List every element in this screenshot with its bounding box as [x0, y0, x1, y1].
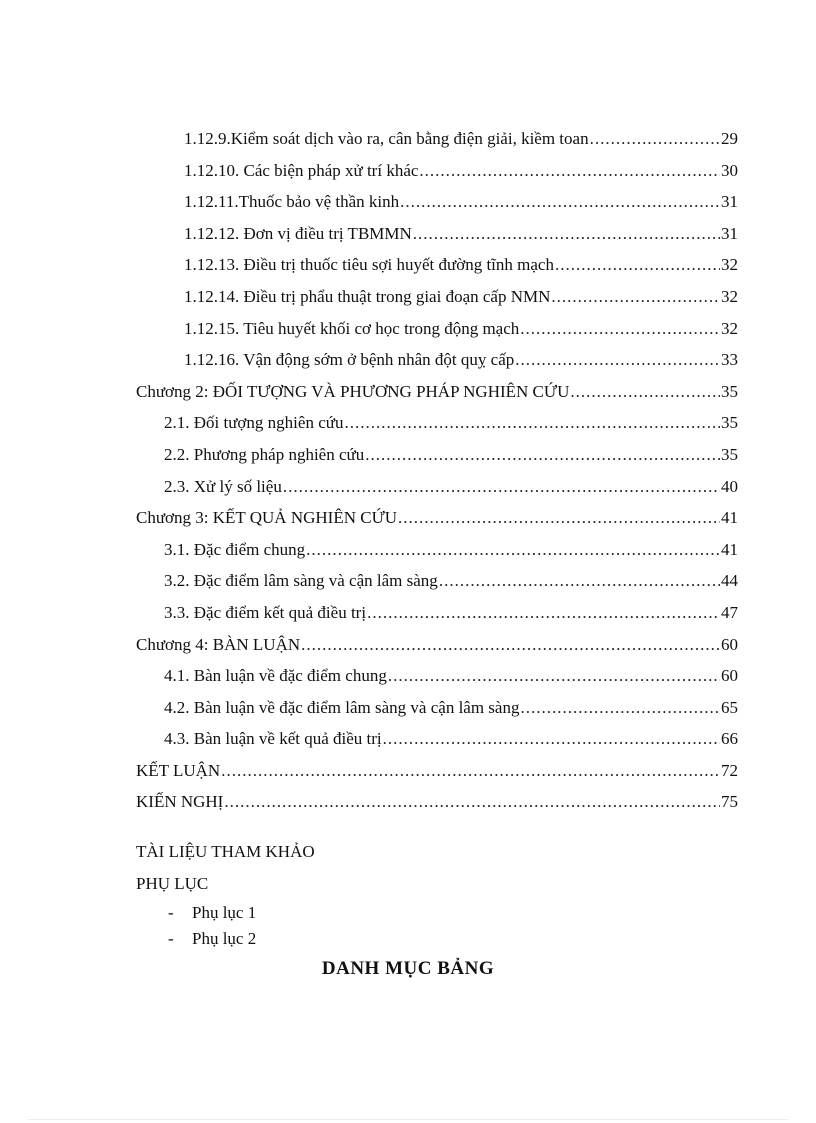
toc-entry-page-number: 35: [721, 444, 738, 464]
dot-leader: [224, 792, 720, 812]
dot-leader: [383, 729, 720, 749]
dot-leader: [283, 477, 720, 497]
list-dash: -: [168, 929, 174, 949]
toc-entry-page-number: 31: [721, 192, 738, 212]
dot-leader: [400, 192, 720, 212]
dot-leader: [551, 287, 720, 307]
toc-entry-page-number: 33: [721, 350, 738, 370]
dot-leader: [306, 540, 720, 560]
toc-entry: [136, 192, 738, 224]
dot-leader: [365, 445, 720, 465]
toc-entry-page-number: 60: [721, 634, 738, 654]
toc-entry: [136, 761, 738, 793]
dot-leader: [344, 413, 720, 433]
toc-entry-label: 4.3. Bàn luận về kết quả điều trị: [164, 729, 382, 749]
toc-entry-label: 1.12.15. Tiêu huyết khối cơ học trong động mạch: [184, 318, 520, 338]
section-title: DANH MỤC BẢNG: [321, 958, 495, 979]
toc-entry-label: 3.3. Đặc điểm kết quả điều trị: [164, 602, 367, 622]
dot-leader: [590, 129, 720, 149]
toc-entry-label: KẾT LUẬN: [136, 760, 221, 780]
toc-entry-label: 3.1. Đặc điểm chung: [164, 539, 306, 559]
dot-leader: [419, 161, 720, 181]
toc-entry: [136, 635, 738, 667]
toc-entry-label: 2.2. Phương pháp nghiên cứu: [164, 444, 365, 464]
toc-entry-label: 1.12.16. Vận động sớm ở bệnh nhân đột quỵ cấp: [184, 350, 515, 370]
toc-entry-label: Chương 4: BÀN LUẬN: [136, 634, 301, 654]
toc-entry: [136, 666, 738, 698]
toc-entry-label: 4.1. Bàn luận về đặc điểm chung: [164, 666, 387, 686]
list-dash: -: [168, 903, 174, 923]
dot-leader: [221, 761, 720, 781]
dot-leader: [439, 571, 720, 591]
dot-leader: [388, 666, 720, 686]
toc-entry-page-number: 66: [721, 729, 738, 749]
dot-leader: [413, 224, 720, 244]
toc-entry-label: KIẾN NGHỊ: [136, 792, 224, 812]
toc-entry: [136, 224, 738, 256]
toc-entry-page-number: 32: [721, 318, 738, 338]
spacer: [136, 824, 738, 836]
toc-entry: [136, 350, 738, 382]
dot-leader: [367, 603, 720, 623]
toc-entry-page-number: 72: [721, 760, 738, 780]
toc-entries: [136, 129, 738, 824]
table-of-contents: [136, 129, 738, 952]
toc-entry-label: 1.12.13. Điều trị thuốc tiêu sợi huyết đường tĩnh mạch: [184, 255, 554, 275]
toc-entry-label: Chương 3: KẾT QUẢ NGHIÊN CỨU: [136, 508, 398, 528]
toc-entry-label: 1.12.11.Thuốc bảo vệ thần kinh: [184, 192, 400, 212]
toc-entry: [136, 161, 738, 193]
toc-entry-page-number: 41: [721, 508, 738, 528]
toc-entry-page-number: 47: [721, 602, 738, 622]
toc-entry: [136, 603, 738, 635]
dot-leader: [520, 698, 720, 718]
toc-entry-page-number: 30: [721, 160, 738, 180]
toc-entry-label: 1.12.9.Kiểm soát dịch vào ra, cân bằng điện giải, kiềm toan: [184, 129, 589, 148]
toc-entry: [136, 540, 738, 572]
toc-entry-label: 1.12.14. Điều trị phẩu thuật trong giai đoạn cấp NMN: [184, 286, 551, 306]
toc-entry-page-number: 35: [721, 413, 738, 433]
appendix-item: [136, 926, 738, 952]
toc-entry-label: 1.12.12. Đơn vị điều trị TBMMN: [184, 223, 412, 243]
page-bottom-edge: [28, 1119, 788, 1120]
toc-entry: [136, 477, 738, 509]
toc-entry: [136, 413, 738, 445]
toc-entry: [136, 571, 738, 603]
toc-entry: [136, 319, 738, 351]
toc-entry: [136, 382, 738, 414]
toc-entry: [136, 129, 738, 161]
toc-entry: [136, 729, 738, 761]
dot-leader: [515, 350, 720, 370]
toc-entry-page-number: 31: [721, 223, 738, 243]
toc-entry-page-number: 40: [721, 476, 738, 496]
toc-entry-page-number: 35: [721, 381, 738, 401]
dot-leader: [398, 508, 720, 528]
toc-entry: [136, 698, 738, 730]
references-heading: TÀI LIỆU THAM KHẢO: [136, 842, 315, 862]
toc-entry-page-number: 32: [721, 286, 738, 306]
toc-entry: [136, 255, 738, 287]
dot-leader: [570, 382, 720, 402]
dot-leader: [555, 255, 720, 275]
dot-leader: [301, 635, 720, 655]
toc-entry-page-number: 75: [721, 792, 738, 812]
toc-entry-page-number: 32: [721, 255, 738, 275]
toc-entry-page-number: 44: [721, 571, 738, 591]
toc-entry-label: 4.2. Bàn luận về đặc điểm lâm sàng và cận lâm sàng: [164, 697, 520, 717]
toc-entry-label: Chương 2: ĐỐI TƯỢNG VÀ PHƯƠNG PHÁP NGHIÊN CỨU: [136, 381, 570, 401]
toc-entry: [136, 508, 738, 540]
toc-entry-label: 2.1. Đối tượng nghiên cứu: [164, 413, 344, 433]
toc-entry-label: 3.2. Đặc điểm lâm sàng và cận lâm sàng: [164, 571, 438, 591]
toc-entry-page-number: 60: [721, 666, 738, 686]
toc-entry-page-number: 41: [721, 539, 738, 559]
toc-entry-label: 2.3. Xử lý số liệu: [164, 476, 282, 496]
toc-entry: [136, 287, 738, 319]
appendix-item-label: Phụ lục 1: [192, 903, 257, 923]
appendix-heading: PHỤ LỤC: [136, 874, 209, 894]
toc-entry-page-number: 65: [721, 697, 738, 717]
toc-entry: [136, 445, 738, 477]
dot-leader: [520, 319, 720, 339]
appendix-item: [136, 900, 738, 926]
toc-entry: [136, 792, 738, 824]
toc-entry-label: 1.12.10. Các biện pháp xử trí khác: [184, 160, 419, 180]
appendix-item-label: Phụ lục 2: [192, 929, 257, 949]
toc-entry-page-number: 29: [721, 129, 738, 148]
